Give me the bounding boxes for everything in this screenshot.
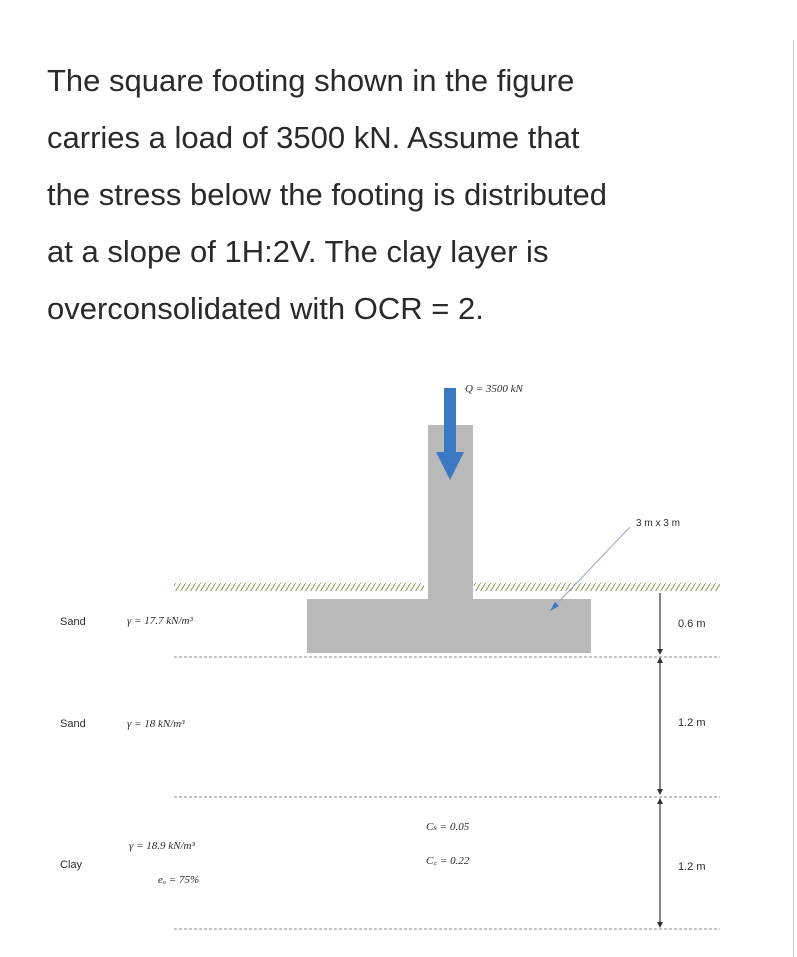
- sand2-thickness: 1.2 m: [678, 717, 706, 729]
- footing-leader-line: [550, 527, 630, 611]
- problem-line-3: the stress below the footing is distributed: [47, 177, 608, 212]
- load-label: Q = 3500 kN: [465, 383, 523, 395]
- sand1-thickness: 0.6 m: [678, 618, 706, 630]
- problem-line-2: carries a load of 3500 kN. Assume that: [47, 120, 580, 155]
- footing-base: [307, 599, 591, 653]
- clay-void-ratio: eₒ = 75%: [158, 874, 200, 886]
- ground-hatch-left: [174, 583, 424, 591]
- footing-size-label: 3 m x 3 m: [636, 518, 680, 529]
- layer-name-sand-2: Sand: [60, 718, 86, 730]
- clay-unit-weight: γ = 18.9 kN/m³: [129, 840, 195, 852]
- layer-name-sand-1: Sand: [60, 616, 86, 628]
- sand1-unit-weight: γ = 17.7 kN/m³: [127, 615, 193, 627]
- problem-line-4: at a slope of 1H:2V. The clay layer is: [47, 234, 549, 269]
- layer-name-clay: Clay: [60, 859, 83, 871]
- sand2-unit-weight: γ = 18 kN/m³: [127, 718, 185, 730]
- clay-compression-index: C꜀ = 0.22: [426, 855, 470, 867]
- problem-line-1: The square footing shown in the figure: [47, 63, 575, 98]
- clay-swell-index: Cₛ = 0.05: [426, 821, 470, 833]
- clay-thickness: 1.2 m: [678, 861, 706, 873]
- ground-hatch-right: [474, 583, 720, 591]
- problem-line-5: overconsolidated with OCR = 2.: [47, 291, 484, 326]
